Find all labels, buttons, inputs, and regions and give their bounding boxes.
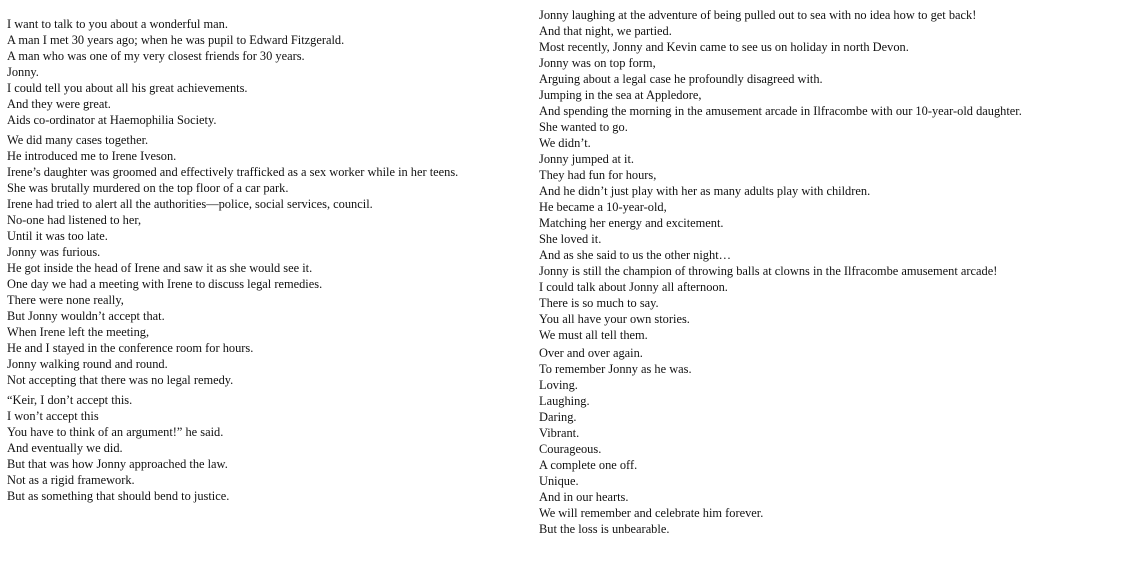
text-line: She loved it. — [539, 232, 602, 246]
text-line: I could talk about Jonny all afternoon. — [539, 280, 728, 294]
text-line: But that was how Jonny approached the law. — [7, 457, 228, 471]
text-line: You all have your own stories. — [539, 312, 690, 326]
text-line: And in our hearts. — [539, 490, 629, 504]
text-line: He became a 10-year-old, — [539, 200, 667, 214]
text-line: He introduced me to Irene Iveson. — [7, 149, 177, 163]
text-line: “Keir, I don’t accept this. — [7, 393, 133, 407]
text-line: Arguing about a legal case he profoundly disagreed with. — [539, 72, 823, 86]
text-line: She was brutally murdered on the top floor of a car park. — [7, 181, 289, 195]
text-line: But the loss is unbearable. — [539, 522, 670, 536]
text-line: Matching her energy and excitement. — [539, 216, 724, 230]
text-line: Unique. — [539, 474, 579, 488]
text-line: Most recently, Jonny and Kevin came to see us on holiday in north Devon. — [539, 40, 909, 54]
text-line: She wanted to go. — [539, 120, 628, 134]
text-line: Jonny was on top form, — [539, 56, 656, 70]
text-line: But as something that should bend to justice. — [7, 489, 230, 503]
text-line: And that night, we partied. — [539, 24, 672, 38]
text-line: They had fun for hours, — [539, 168, 657, 182]
text-line: We will remember and celebrate him forever. — [539, 506, 764, 520]
text-line: A man who was one of my very closest friends for 30 years. — [7, 49, 305, 63]
speech-text-left-column — [7, 16, 458, 504]
text-line: And as she said to us the other night… — [539, 248, 732, 262]
text-line: To remember Jonny as he was. — [539, 362, 692, 376]
text-line: We did many cases together. — [7, 133, 149, 147]
text-line: One day we had a meeting with Irene to discuss legal remedies. — [7, 277, 323, 291]
text-line: Not accepting that there was no legal remedy. — [7, 373, 234, 387]
text-line: Jonny. — [7, 65, 39, 79]
text-line: Daring. — [539, 410, 577, 424]
text-line: When Irene left the meeting, — [7, 325, 150, 339]
text-line: And spending the morning in the amusement arcade in Ilfracombe with our 10-year-old daughter. — [539, 104, 1022, 118]
text-line: We didn’t. — [539, 136, 591, 150]
text-line: You have to think of an argument!” he said. — [7, 425, 224, 439]
text-line: Jonny was furious. — [7, 245, 101, 259]
text-line: He got inside the head of Irene and saw it as she would see it. — [7, 261, 313, 275]
text-line: Jonny walking round and round. — [7, 357, 168, 371]
text-line: A man I met 30 years ago; when he was pupil to Edward Fitzgerald. — [7, 33, 345, 47]
text-line: Irene had tried to alert all the authorities—police, social services, council. — [7, 197, 373, 211]
text-line: Over and over again. — [539, 346, 643, 360]
text-line: I won’t accept this — [7, 409, 99, 423]
text-line: Irene’s daughter was groomed and effectively trafficked as a sex worker while in her teens. — [7, 165, 459, 179]
text-line: Loving. — [539, 378, 578, 392]
text-line: Jumping in the sea at Appledore, — [539, 88, 702, 102]
text-line: No-one had listened to her, — [7, 213, 142, 227]
text-line: But Jonny wouldn’t accept that. — [7, 309, 165, 323]
text-line: And they were great. — [7, 97, 111, 111]
text-line: Until it was too late. — [7, 229, 108, 243]
text-line: He and I stayed in the conference room for hours. — [7, 341, 254, 355]
text-line: I could tell you about all his great achievements. — [7, 81, 248, 95]
text-line: Not as a rigid framework. — [7, 473, 135, 487]
text-line: And eventually we did. — [7, 441, 123, 455]
text-line: We must all tell them. — [539, 328, 648, 342]
text-line: There is so much to say. — [539, 296, 659, 310]
text-line: Jonny is still the champion of throwing balls at clowns in the Ilfracombe amusement arcade! — [539, 264, 998, 278]
text-line: Jonny laughing at the adventure of being pulled out to sea with no idea how to get back! — [539, 8, 977, 22]
speech-text-right-column — [539, 7, 1022, 537]
text-line: A complete one off. — [539, 458, 638, 472]
text-line: I want to talk to you about a wonderful man. — [7, 17, 228, 31]
text-line: And he didn’t just play with her as many adults play with children. — [539, 184, 871, 198]
text-line: Vibrant. — [539, 426, 580, 440]
text-line: Jonny jumped at it. — [539, 152, 634, 166]
text-line: There were none really, — [7, 293, 124, 307]
text-line: Courageous. — [539, 442, 602, 456]
text-line: Aids co-ordinator at Haemophilia Society. — [7, 113, 217, 127]
text-line: Laughing. — [539, 394, 590, 408]
